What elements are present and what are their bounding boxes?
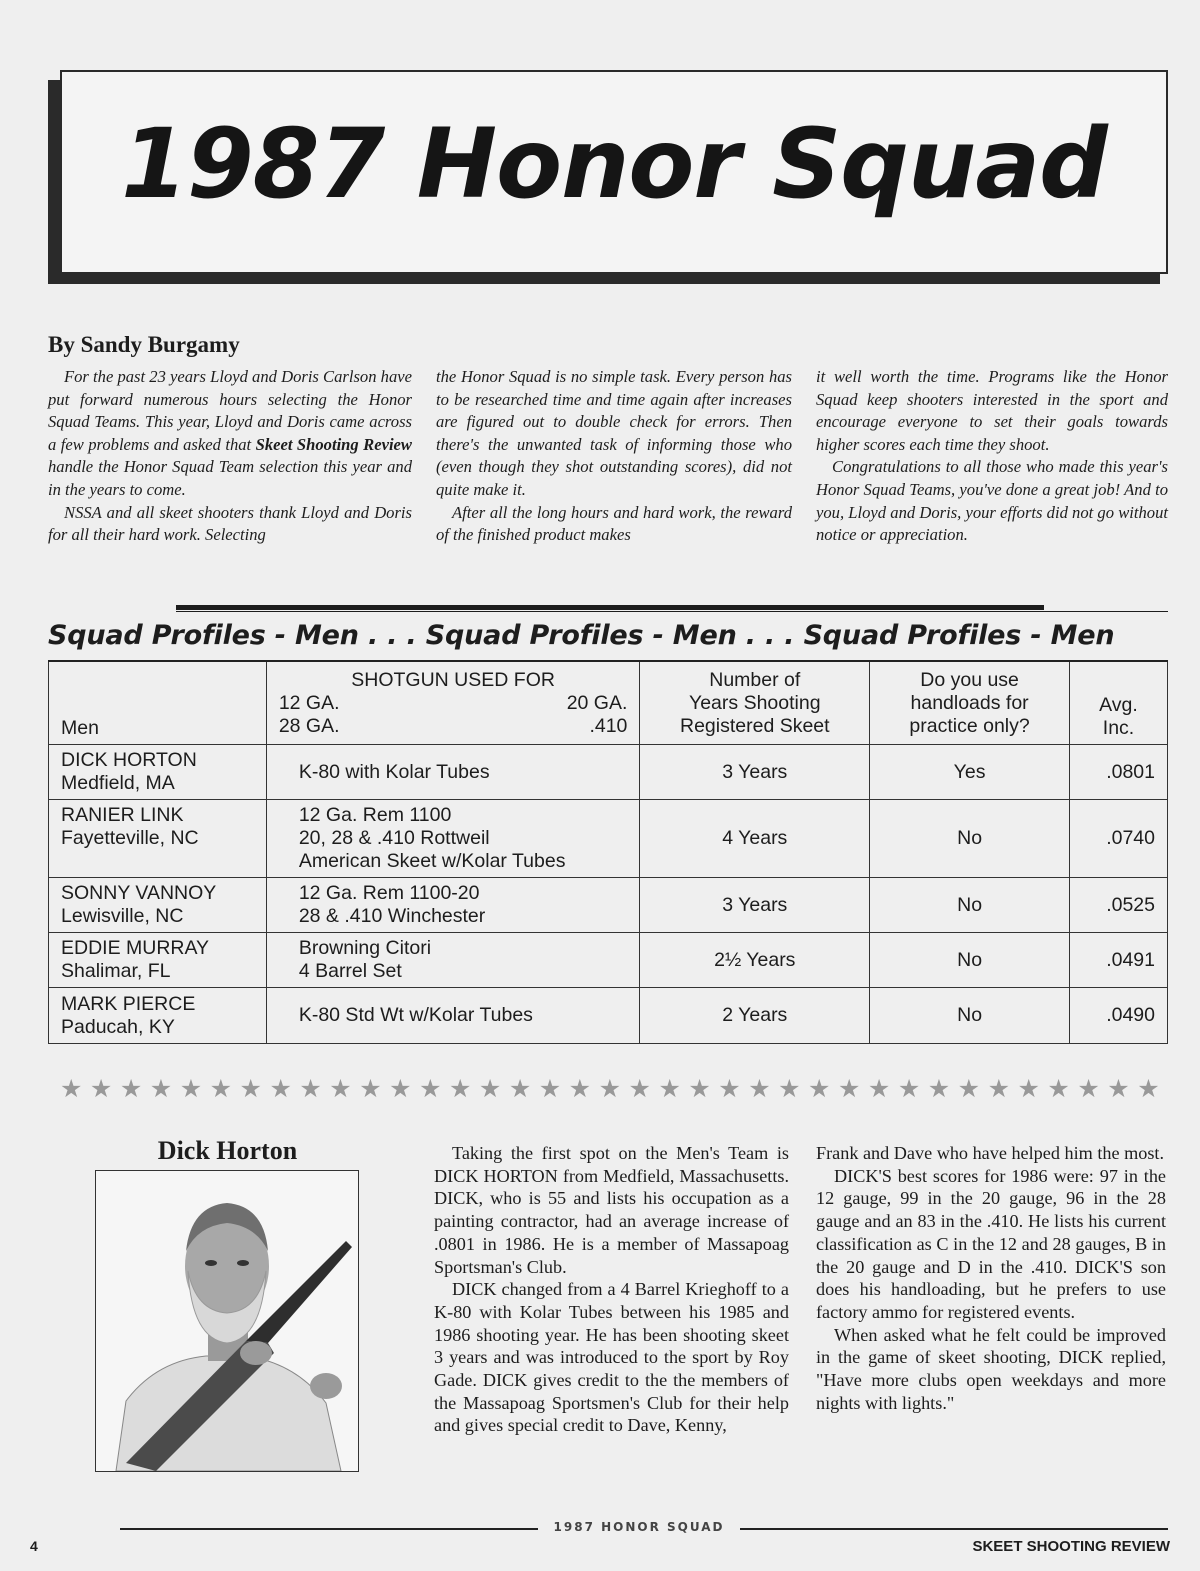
shooter-city: Paducah, KY [61,1015,175,1038]
cell-handloads: No [870,878,1070,933]
intro-paragraph: After all the long hours and hard work, the reward of the finished product makes [436,502,792,545]
cell-handloads: No [870,988,1070,1044]
profile-column-1 [434,1142,789,1437]
intro-column-3 [816,366,1168,547]
cell-years: 4 Years [640,800,870,878]
divider-star-icon: ★ [299,1074,322,1103]
header-20-ga: 20 GA. [566,691,628,714]
divider-star-icon: ★ [568,1074,592,1103]
header-shotgun-title: SHOTGUN USED FOR [351,668,555,691]
divider-star-icon: ★ [837,1074,861,1103]
divider-star-icon: ★ [329,1074,352,1103]
table-row [49,988,1168,1044]
divider-star-icon: ★ [89,1074,113,1103]
intro-column-1 [48,366,412,547]
divider-star-icon: ★ [478,1074,502,1103]
divider-star-icon: ★ [628,1074,651,1103]
intro-paragraph: it well worth the time. Programs like the Honor Squad keep shooters interested in the sport and encourage everyone to set their goals towards higher scores each time they shoot. [816,367,1168,454]
header-shotgun [266,661,640,745]
divider-star-icon: ★ [508,1074,532,1103]
title-box-frame [60,70,1168,274]
divider-star-icon: ★ [718,1074,741,1103]
cell-shotgun: Browning Citori 4 Barrel Set [266,933,640,988]
divider-star-icon: ★ [149,1074,173,1103]
divider-star-icon: ★ [987,1074,1010,1103]
byline: By Sandy Burgamy [48,332,240,357]
star-divider [60,1074,1160,1103]
divider-star-icon: ★ [598,1074,622,1103]
divider-star-icon: ★ [60,1074,83,1103]
cell-shotgun: 12 Ga. Rem 1100-20 28 & .410 Winchester [266,878,640,933]
cell-shotgun: 12 Ga. Rem 1100 20, 28 & .410 Rottweil American Skeet w/Kolar Tubes [266,800,640,878]
divider-star-icon: ★ [778,1074,801,1103]
divider-star-icon: ★ [448,1074,472,1103]
profile-name: Dick Horton [157,1136,298,1165]
cell-avg-inc: .0740 [1070,800,1168,878]
header-28-ga: 28 GA. [278,714,340,737]
portrait-image [96,1171,358,1471]
divider-star-icon: ★ [867,1074,891,1103]
page-title: 1987 Honor Squad [121,108,1107,220]
divider-star-icon: ★ [957,1074,981,1103]
publication-mention: Skeet Shooting Review [255,434,412,454]
footer-rule [740,1528,1168,1530]
cell-avg-inc: .0525 [1070,878,1168,933]
shooter-name: MARK PIERCE [61,992,196,1015]
profile-photo [95,1170,359,1472]
cell-shotgun: K-80 Std Wt w/Kolar Tubes [266,988,640,1044]
table-row [49,933,1168,988]
divider-star-icon: ★ [119,1074,143,1103]
divider-star-icon: ★ [927,1074,951,1103]
divider-star-icon: ★ [748,1074,771,1103]
cell-years: 2½ Years [640,933,870,988]
cell-handloads: No [870,800,1070,878]
divider-star-icon: ★ [419,1074,442,1103]
shooter-city: Medfield, MA [61,772,175,794]
cell-years: 3 Years [640,878,870,933]
footer-rule [120,1528,538,1530]
divider-star-icon: ★ [1077,1074,1100,1103]
cell-years: 3 Years [640,745,870,800]
divider-star-icon: ★ [1047,1074,1070,1103]
cell-shooter [49,878,267,933]
divider-star-icon: ★ [359,1074,382,1103]
divider-star-icon: ★ [1137,1074,1160,1103]
shooter-name: SONNY VANNOY [61,882,217,904]
shooter-city: Fayetteville, NC [61,827,199,849]
header-men: Men [49,661,267,745]
intro-paragraph: the Honor Squad is no simple task. Every person has to be researched time and time again after increases are figured out to double check for errors. Then there's the unwanted task of informing those who (even though they shot outstanding scores), did not quite make it. [436,367,792,499]
shooter-city: Shalimar, FL [61,960,171,982]
table-row [49,745,1168,800]
divider-star-icon: ★ [239,1074,262,1103]
profile-paragraph: Frank and Dave who have helped him the most. [816,1143,1165,1163]
intro-paragraph: NSSA and all skeet shooters thank Lloyd and Doris for all their hard work. Selecting [48,502,412,545]
shooter-name: EDDIE MURRAY [61,937,210,959]
table-row [49,800,1168,878]
divider-star-icon: ★ [209,1074,233,1103]
title-box [48,70,1172,284]
divider-star-icon: ★ [808,1074,831,1103]
divider-star-icon: ★ [389,1074,412,1103]
profile-paragraph: DICK changed from a 4 Barrel Krieghoff to a K-80 with Kolar Tubes between his 1985 and 1986 shooting year. He has been shooting skeet 3 years and was introduced to the sport by Roy Gade. DICK gives credit to the the members of the Massapoag Sportsmen's Club for their help and gives special credit to Dave, Kenny, [434,1279,789,1436]
divider-star-icon: ★ [1107,1074,1130,1103]
profile-paragraph: Taking the first spot on the Men's Team is DICK HORTON from Medfield, Massachusetts. DICK, who is 55 and lists his occupation as a painting contractor, had an average increase of .0801 in 1986. He is a member of Massapoag Sportsman's Club. [434,1143,789,1277]
header-years: Number of Years Shooting Registered Skeet [640,661,870,745]
divider-star-icon: ★ [658,1074,681,1103]
cell-handloads: No [870,933,1070,988]
cell-handloads: Yes [870,745,1070,800]
cell-shooter [49,800,267,878]
divider-star-icon: ★ [269,1074,292,1103]
profile-column-2 [816,1142,1166,1414]
squad-profiles-table [48,660,1168,1044]
header-handloads: Do you use handloads for practice only? [870,661,1070,745]
header-410: .410 [589,714,628,737]
cell-avg-inc: .0491 [1070,933,1168,988]
divider-star-icon: ★ [179,1074,203,1103]
intro-paragraph: For the past 23 years Lloyd and Doris Carlson have put forward numerous hours selecting the Honor Squad Teams. This year, Lloyd and Doris came across a few problems and asked that Skeet Shooting Review handle the Honor Squad Team selection this year and in the years to come. [48,367,412,499]
cell-years: 2 Years [640,988,870,1044]
cell-shooter [49,988,267,1044]
section-rule-thin [176,611,1168,612]
section-rule [176,605,1044,610]
divider-star-icon: ★ [538,1074,562,1103]
intro-paragraph: Congratulations to all those who made this year's Honor Squad Teams, you've done a great job! And to you, Lloyd and Doris, your efforts did not go without notice or appreciation. [816,457,1168,545]
profile-paragraph: DICK'S best scores for 1986 were: 97 in the 12 gauge, 99 in the 20 gauge, 96 in the 28 gauge and an 83 in the .410. He lists his current classification as C in the 12 and 28 gauges, B in the 20 gauge and D in the .410. DICK'S son does his handloading, but he prefers to use factory ammo for registered events. [816,1165,1166,1322]
shooter-name: DICK HORTON [61,749,197,771]
squad-profiles-banner: Squad Profiles - Men . . . Squad Profiles - Men . . . Squad Profiles - Men [48,620,1115,651]
page-number: 4 [30,1538,38,1554]
table-header-row [49,661,1168,745]
intro-column-2 [436,366,792,547]
divider-star-icon: ★ [688,1074,711,1103]
profile-paragraph: When asked what he felt could be improved in the game of skeet shooting, DICK replied, "Have more clubs open weekdays and more nights with lights." [816,1324,1166,1413]
shooter-name: RANIER LINK [61,804,184,826]
divider-star-icon: ★ [897,1074,921,1103]
footer-running-title: 1987 HONOR SQUAD [553,1520,725,1534]
cell-avg-inc: .0490 [1070,988,1168,1044]
shooter-city: Lewisville, NC [61,905,184,927]
divider-star-icon: ★ [1017,1074,1040,1103]
header-avg-inc: Avg. Inc. [1070,661,1168,745]
header-12-ga: 12 GA. [278,691,340,714]
cell-shooter [49,933,267,988]
cell-shooter [49,745,267,800]
cell-shotgun: K-80 with Kolar Tubes [266,745,640,800]
cell-avg-inc: .0801 [1070,745,1168,800]
table-row [49,878,1168,933]
publication-name: SKEET SHOOTING REVIEW [972,1538,1170,1555]
